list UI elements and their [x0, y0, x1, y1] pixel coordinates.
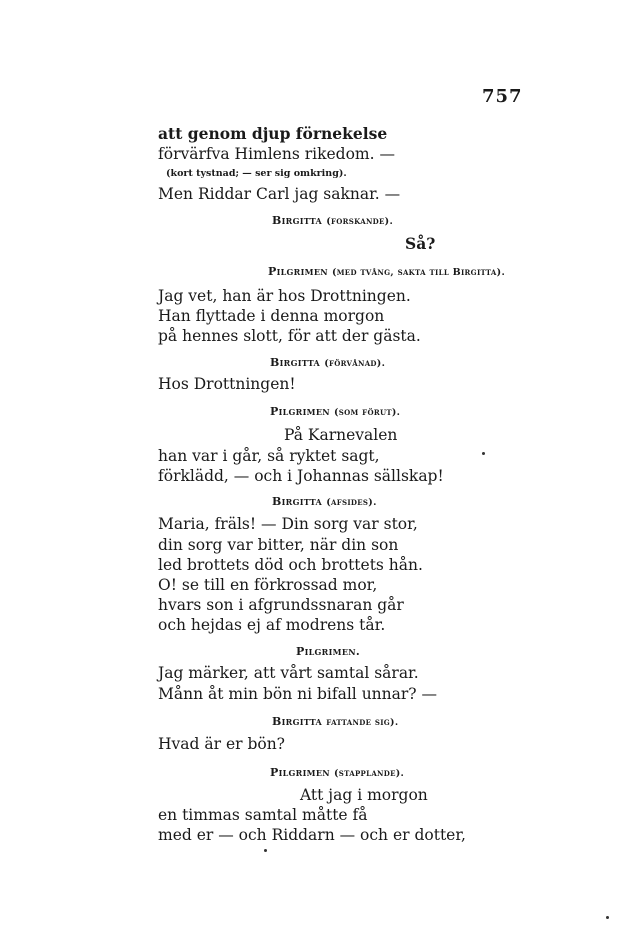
speaker-direction: fattande sig). — [326, 717, 399, 728]
print-speck — [606, 916, 609, 919]
verse-line: hvars son i afgrundssnaran går — [158, 596, 404, 614]
verse-line: Jag märker, att vårt samtal sårar. — [158, 664, 419, 682]
verse-line: han var i går, så ryktet sagt, — [158, 447, 380, 465]
verse-line: Jag vet, han är hos Drottningen. — [158, 287, 411, 305]
verse-line: på hennes slott, för att der gästa. — [158, 327, 421, 345]
speaker-name: Birgitta — [272, 715, 323, 728]
speaker-direction: (med tvång, sakta till Birgitta). — [331, 267, 506, 278]
verse-line: förvärfva Himlens rikedom. — — [158, 145, 395, 163]
speaker-heading — [270, 406, 400, 418]
verse-line: Maria, fräls! — Din sorg var stor, — [158, 515, 418, 533]
stage-direction: (kort tystnad; — ser sig omkring). — [166, 168, 347, 179]
speaker-heading — [270, 767, 404, 779]
verse-line: Han flyttade i denna morgon — [158, 307, 385, 325]
verse-line: O! se till en förkrossad mor, — [158, 576, 378, 594]
verse-line: På Karnevalen — [284, 426, 398, 444]
speaker-name: Pilgrimen — [268, 265, 328, 278]
speaker-name: Birgitta — [272, 495, 323, 508]
speaker-heading — [268, 266, 505, 278]
verse-line: förklädd, — och i Johannas sällskap! — [158, 467, 444, 485]
speaker-direction: (stapplande). — [333, 768, 405, 779]
speaker-direction: (förvånad). — [324, 358, 386, 369]
verse-line: Månn åt min bön ni bifall unnar? — — [158, 685, 438, 703]
speaker-direction: (afsides). — [326, 497, 377, 508]
verse-line: en timmas samtal måtte få — [158, 806, 368, 824]
verse-line: Men Riddar Carl jag saknar. — — [158, 185, 401, 203]
verse-line: Hos Drottningen! — [158, 375, 296, 393]
verse-line: led brottets död och brottets hån. — [158, 556, 423, 574]
verse-line: Hvad är er bön? — [158, 735, 285, 753]
speaker-direction: (som förut). — [333, 407, 401, 418]
speaker-heading — [272, 215, 393, 227]
verse-line: din sorg var bitter, när din son — [158, 536, 399, 554]
verse-line: och hejdas ej af modrens tår. — [158, 616, 386, 634]
speaker-name: Birgitta — [270, 356, 321, 369]
print-speck — [264, 849, 267, 852]
speaker-heading — [272, 716, 398, 728]
speaker-name: Pilgrimen. — [296, 645, 360, 658]
speaker-name: Pilgrimen — [270, 405, 330, 418]
verse-line: med er — och Riddarn — och er dotter, — [158, 826, 466, 844]
speaker-heading — [272, 496, 377, 508]
speaker-name: Pilgrimen — [270, 766, 330, 779]
page-number: 757 — [482, 86, 523, 107]
print-speck — [482, 452, 485, 455]
speaker-heading — [270, 357, 385, 369]
verse-line: Att jag i morgon — [300, 786, 428, 804]
verse-line: Så? — [405, 234, 436, 253]
speaker-direction: (forskande). — [326, 216, 394, 227]
speaker-name: Birgitta — [272, 214, 323, 227]
speaker-heading — [296, 646, 360, 657]
verse-line: att genom djup förnekelse — [158, 124, 388, 143]
